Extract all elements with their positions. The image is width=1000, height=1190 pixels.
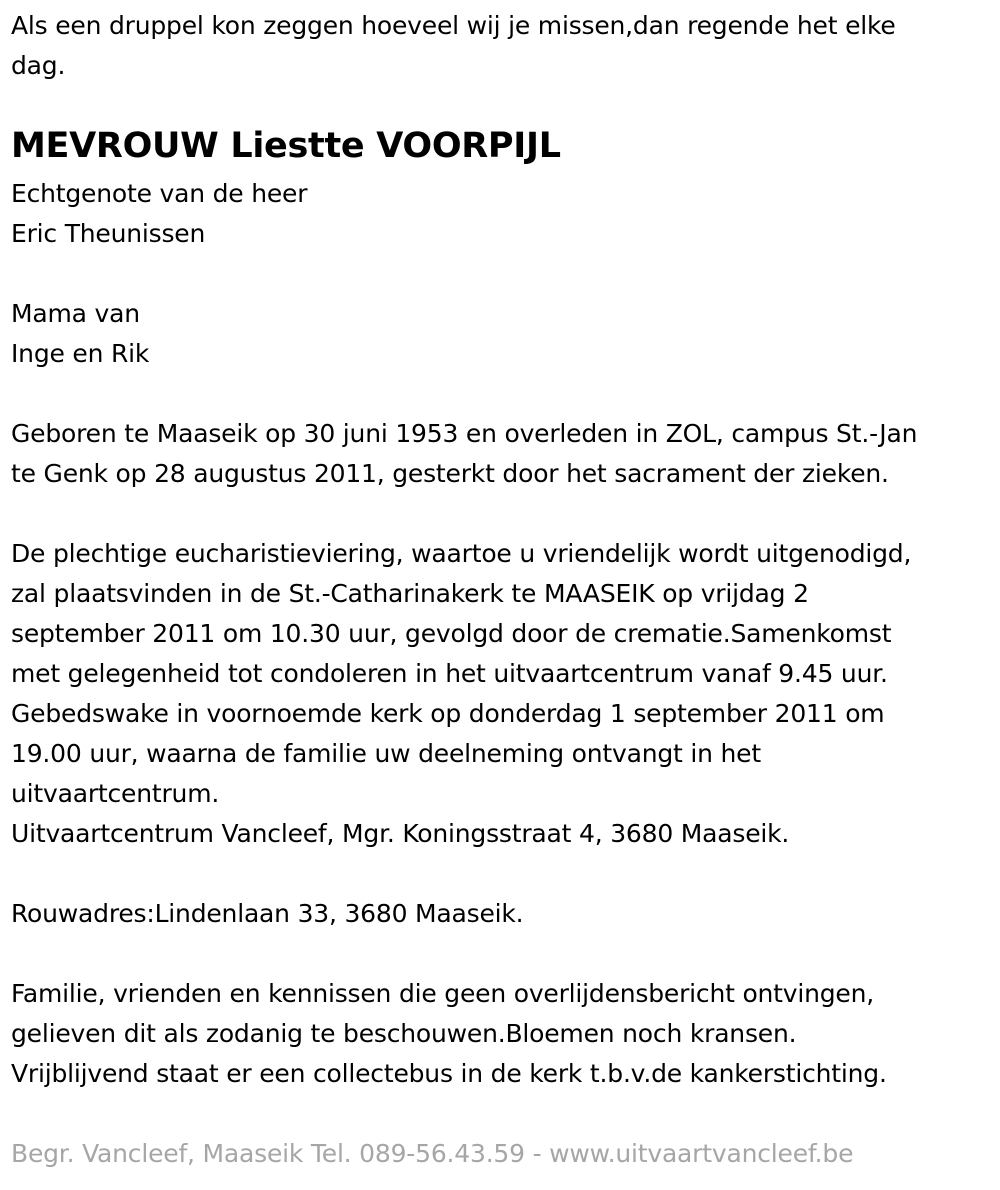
spacer (11, 934, 917, 974)
ceremony-line: Uitvaartcentrum Vancleef, Mgr. Koningsstraat 4, 3680 Maaseik. (11, 819, 790, 848)
ceremony-line: uitvaartcentrum. (11, 779, 220, 808)
ceremony-section (11, 534, 917, 854)
spouse-line: Eric Theunissen (11, 219, 206, 248)
children-section (11, 294, 917, 374)
spacer (11, 494, 917, 534)
memorial-quote (11, 6, 896, 86)
spacer (11, 374, 917, 414)
closing-section (11, 974, 917, 1094)
ceremony-line: september 2011 om 10.30 uur, gevolgd door de crematie.Samenkomst (11, 619, 892, 648)
quote-line: dag. (11, 51, 66, 80)
obituary-body (11, 174, 917, 1094)
ceremony-line: De plechtige eucharistieviering, waartoe u vriendelijk wordt uitgenodigd, (11, 539, 912, 568)
closing-line: Familie, vrienden en kennissen die geen overlijdensbericht ontvingen, (11, 979, 875, 1008)
spacer (11, 254, 917, 294)
spouse-line: Echtgenote van de heer (11, 179, 308, 208)
ceremony-line: 19.00 uur, waarna de familie uw deelneming ontvangt in het (11, 739, 761, 768)
closing-line: Vrijblijvend staat er een collectebus in de kerk t.b.v.de kankerstichting. (11, 1059, 887, 1088)
birth-death-line: Geboren te Maaseik op 30 juni 1953 en overleden in ZOL, campus St.-Jan (11, 419, 918, 448)
children-line: Inge en Rik (11, 339, 150, 368)
mourning-address: Rouwadres:Lindenlaan 33, 3680 Maaseik. (11, 899, 524, 928)
address-section (11, 894, 917, 934)
quote-line: Als een druppel kon zeggen hoeveel wij je missen,dan regende het elke (11, 11, 896, 40)
spacer (11, 854, 917, 894)
spouse-section (11, 174, 917, 254)
children-line: Mama van (11, 299, 140, 328)
birth-death-line: te Genk op 28 augustus 2011, gesterkt door het sacrament der zieken. (11, 459, 889, 488)
closing-line: gelieven dit als zodanig te beschouwen.Bloemen noch kransen. (11, 1019, 797, 1048)
ceremony-line: Gebedswake in voornoemde kerk op donderdag 1 september 2011 om (11, 699, 885, 728)
ceremony-line: met gelegenheid tot condoleren in het uitvaartcentrum vanaf 9.45 uur. (11, 659, 888, 688)
birth-death-section (11, 414, 917, 494)
funeral-home-footer: Begr. Vancleef, Maaseik Tel. 089-56.43.59 - www.uitvaartvancleef.be (11, 1139, 854, 1168)
ceremony-line: zal plaatsvinden in de St.-Catharinakerk te MAASEIK op vrijdag 2 (11, 579, 809, 608)
deceased-name-heading: MEVROUW Liestte VOORPIJL (11, 126, 561, 166)
